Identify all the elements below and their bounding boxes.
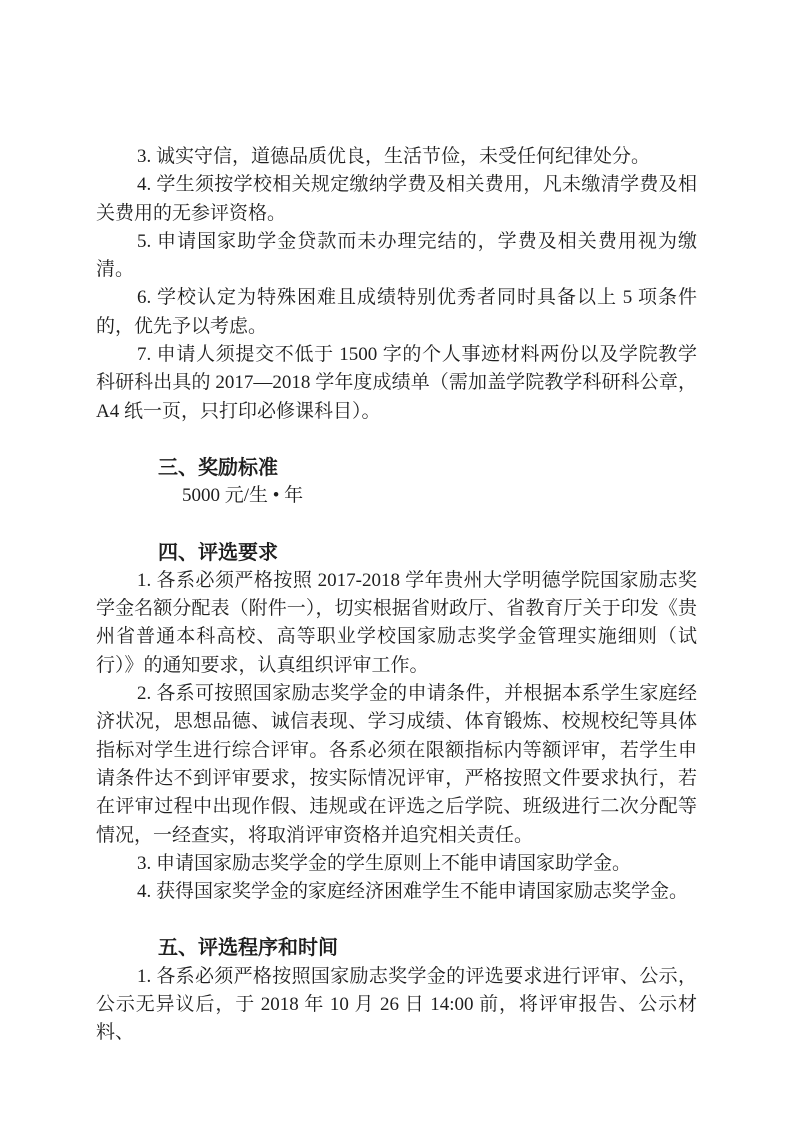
- selection-requirement-item-3: 3. 申请国家励志奖学金的学生原则上不能申请国家助学金。: [137, 852, 632, 874]
- selection-requirement-item-2: 2. 各系可按照国家励志奖学金的申请条件，并根据本系学生家庭经济状况，思想品德、诚信表现、学习成绩、体育锻炼、校规校纪等具体指标对学生进行综合评审。各系必须在限额指标内等额评审，若学生申请条件达不到评审要求，按实际情况评审，严格按照文件要求执行，若在评审过程中出现作假、违规或在评选之后学院、班级进行二次分配等情况，一经查实，将取消评审资格并追究相关责任。: [96, 683, 697, 846]
- selection-requirement-item-4: 4. 获得国家奖学金的家庭经济困难学生不能申请国家励志奖学金。: [137, 881, 689, 903]
- section-heading-selection-procedure: 五、评选程序和时间: [158, 937, 338, 960]
- document-body: [96, 143, 697, 1048]
- selection-procedure-item-1: 1. 各系必须严格按照国家励志奖学金的评选要求进行评审、公示，公示无异议后，于 2018 年 10 月 26 日 14:00 前，将评审报告、公示材料、: [96, 965, 697, 1044]
- award-amount: 5000 元/生 • 年: [182, 485, 304, 507]
- selection-requirement-item-1: 1. 各系必须严格按照 2017-2018 学年贵州大学明德学院国家励志奖学金名额分配表（附件一），切实根据省财政厅、省教育厅关于印发《贵州省普通本科高校、高等职业学校国家励志奖学金管理实施细则（试行）》的通知要求，认真组织评审工作。: [96, 569, 697, 676]
- application-condition-item-5: 5. 申请国家助学金贷款而未办理完结的，学费及相关费用视为缴清。: [96, 230, 697, 281]
- application-condition-item-4: 4. 学生须按学校相关规定缴纳学费及相关费用，凡未缴清学费及相关费用的无参评资格。: [96, 174, 697, 224]
- section-heading-award-standard: 三、奖励标准: [158, 456, 278, 479]
- application-condition-item-3: 3. 诚实守信，道德品质优良，生活节俭，未受任何纪律处分。: [137, 146, 651, 167]
- application-condition-item-7: 7. 申请人须提交不低于 1500 字的个人事迹材料两份以及学院教学科研科出具的 2017—2018 学年度成绩单（需加盖学院教学科研科公章，A4 纸一页，只打印必修课科目）。: [96, 344, 697, 422]
- application-condition-item-6: 6. 学校认定为特殊困难且成绩特别优秀者同时具备以上 5 项条件的，优先予以考虑。: [96, 287, 697, 337]
- section-heading-selection-requirements: 四、评选要求: [158, 541, 278, 564]
